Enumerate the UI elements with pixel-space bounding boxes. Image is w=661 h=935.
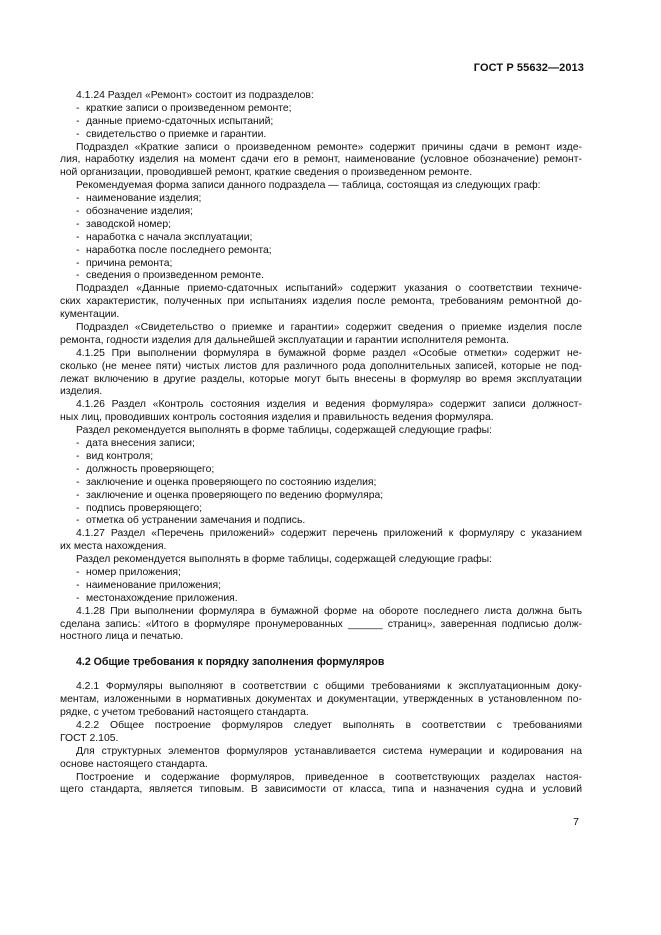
text-line: изделия.	[60, 386, 103, 398]
text-line: ских характеристик, полученных при испытаниях изделия после ремонта, требованиям ремонтной до-	[60, 296, 582, 308]
text-line: ной организации, проводившей ремонт, краткие сведения о произведенном ремонте.	[60, 167, 473, 179]
text-line: Подраздел «Данные приемо-сдаточных испытаний» содержит указания о соответствии техниче-	[76, 283, 582, 295]
document-body	[60, 90, 582, 797]
text-line: ных лиц, проводивших контроль состояния изделия и правильность ведения формуляра.	[60, 412, 494, 424]
text-line: Построение и содержание формуляров, приведенное в соответствующих разделах настоя-	[76, 771, 582, 783]
text-line: 4.1.28 При выполнении формуляра в бумажной форме на обороте последнего листа должна быть	[76, 605, 582, 617]
list-item: - причина ремонта;	[60, 258, 582, 271]
list-item: - дата внесения записи;	[60, 438, 582, 451]
list-item: - наработка с начала эксплуатации;	[60, 232, 582, 245]
text-line: ностного лица и печатью.	[60, 631, 184, 643]
standard-code-header: ГОСТ Р 55632—2013	[473, 62, 584, 74]
list-item: - заводской номер;	[60, 219, 582, 232]
text-line: 4.1.26 Раздел «Контроль состояния изделия и ведения формуляра» содержит записи должност-	[76, 399, 582, 411]
list-item: - отметка об устранении замечания и подпись.	[60, 515, 582, 528]
text-line: ремонта, годности изделия для дальнейшей эксплуатации и гарантии исполнителя ремонта.	[60, 334, 509, 346]
list-item: - краткие записи о произведенном ремонте;	[60, 103, 582, 116]
page-number: 7	[573, 816, 579, 828]
section-heading: 4.2 Общие требования к порядку заполнения формуляров	[76, 656, 385, 669]
text-line: лежат включению в другие разделы, которые могут быть внесены в формуляр во время эксплуатации	[60, 373, 582, 385]
text-line: Подраздел «Краткие записи о произведенном ремонте» содержит причины сдачи в ремонт изде-	[76, 141, 582, 153]
text-line: Рекомендуемая форма записи данного подраздела — таблица, состоящая из следующих граф:	[76, 180, 541, 192]
text-line: 4.1.27 Раздел «Перечень приложений» содержит перечень приложений к формуляру с указанием	[76, 528, 582, 540]
spacer	[60, 669, 582, 681]
text-line: ментам, изложенными в нормативных документах и документации, утвержденных в установленном по-	[60, 694, 582, 706]
list-item: - местонахождение приложения.	[60, 593, 582, 606]
spacer	[60, 644, 582, 656]
text-line: лия, наработку изделия на момент сдачи его в ремонт, наименование (условное обозначение) ремонт-	[60, 154, 582, 166]
text-line: Для структурных элементов формуляров устанавливается система нумерации и кодирования на	[76, 745, 582, 757]
list-item: - обозначение изделия;	[60, 206, 582, 219]
text-line: сколько (не менее пяти) чистых листов для различного рода дополнительных записей, которые не под-	[60, 360, 582, 372]
list-item: - сведения о произведенном ремонте.	[60, 270, 582, 283]
text-line: 4.1.24 Раздел «Ремонт» состоит из подразделов:	[76, 90, 314, 101]
text-line: основе настоящего стандарта.	[60, 758, 208, 770]
text-line: Раздел рекомендуется выполнять в форме таблицы, содержащей следующие графы:	[76, 554, 492, 566]
text-line: кументации.	[60, 309, 120, 321]
list-item: - заключение и оценка проверяющего по ведению формуляра;	[60, 490, 582, 503]
list-item: - должность проверяющего;	[60, 464, 582, 477]
list-item: - наработка после последнего ремонта;	[60, 245, 582, 258]
text-line: ГОСТ 2.105.	[60, 732, 119, 744]
text-line: сделана запись: «Итого в формуляре пронумерованных ______ страниц», заверенная подписью долж-	[60, 618, 582, 630]
list-item: - вид контроля;	[60, 451, 582, 464]
list-item: - данные приемо-сдаточных испытаний;	[60, 116, 582, 129]
text-line: Подраздел «Свидетельство о приемке и гарантии» содержит сведения о приемке изделия после	[76, 322, 582, 334]
text-line: рядке, с учетом требований настоящего стандарта.	[60, 707, 309, 719]
text-line: их места нахождения.	[60, 541, 167, 553]
list-item: - заключение и оценка проверяющего по состоянию изделия;	[60, 477, 582, 490]
list-item: - наименование приложения;	[60, 580, 582, 593]
text-line: 4.2.2 Общее построение формуляров следует выполнять в соответствии с требованиями	[76, 719, 582, 731]
text-line: 4.2.1 Формуляры выполняют в соответствии с общими требованиями к эксплуатационным доку-	[76, 681, 582, 693]
text-line: щего стандарта, является типовым. В зависимости от класса, типа и назначения судна и условий	[60, 784, 582, 796]
list-item: - номер приложения;	[60, 567, 582, 580]
text-line: Раздел рекомендуется выполнять в форме таблицы, содержащей следующие графы:	[76, 425, 492, 437]
list-item: - подпись проверяющего;	[60, 503, 582, 516]
list-item: - наименование изделия;	[60, 193, 582, 206]
list-item: - свидетельство о приемке и гарантии.	[60, 129, 582, 142]
text-line: 4.1.25 При выполнении формуляра в бумажной форме раздел «Особые отметки» содержит не-	[76, 347, 582, 359]
